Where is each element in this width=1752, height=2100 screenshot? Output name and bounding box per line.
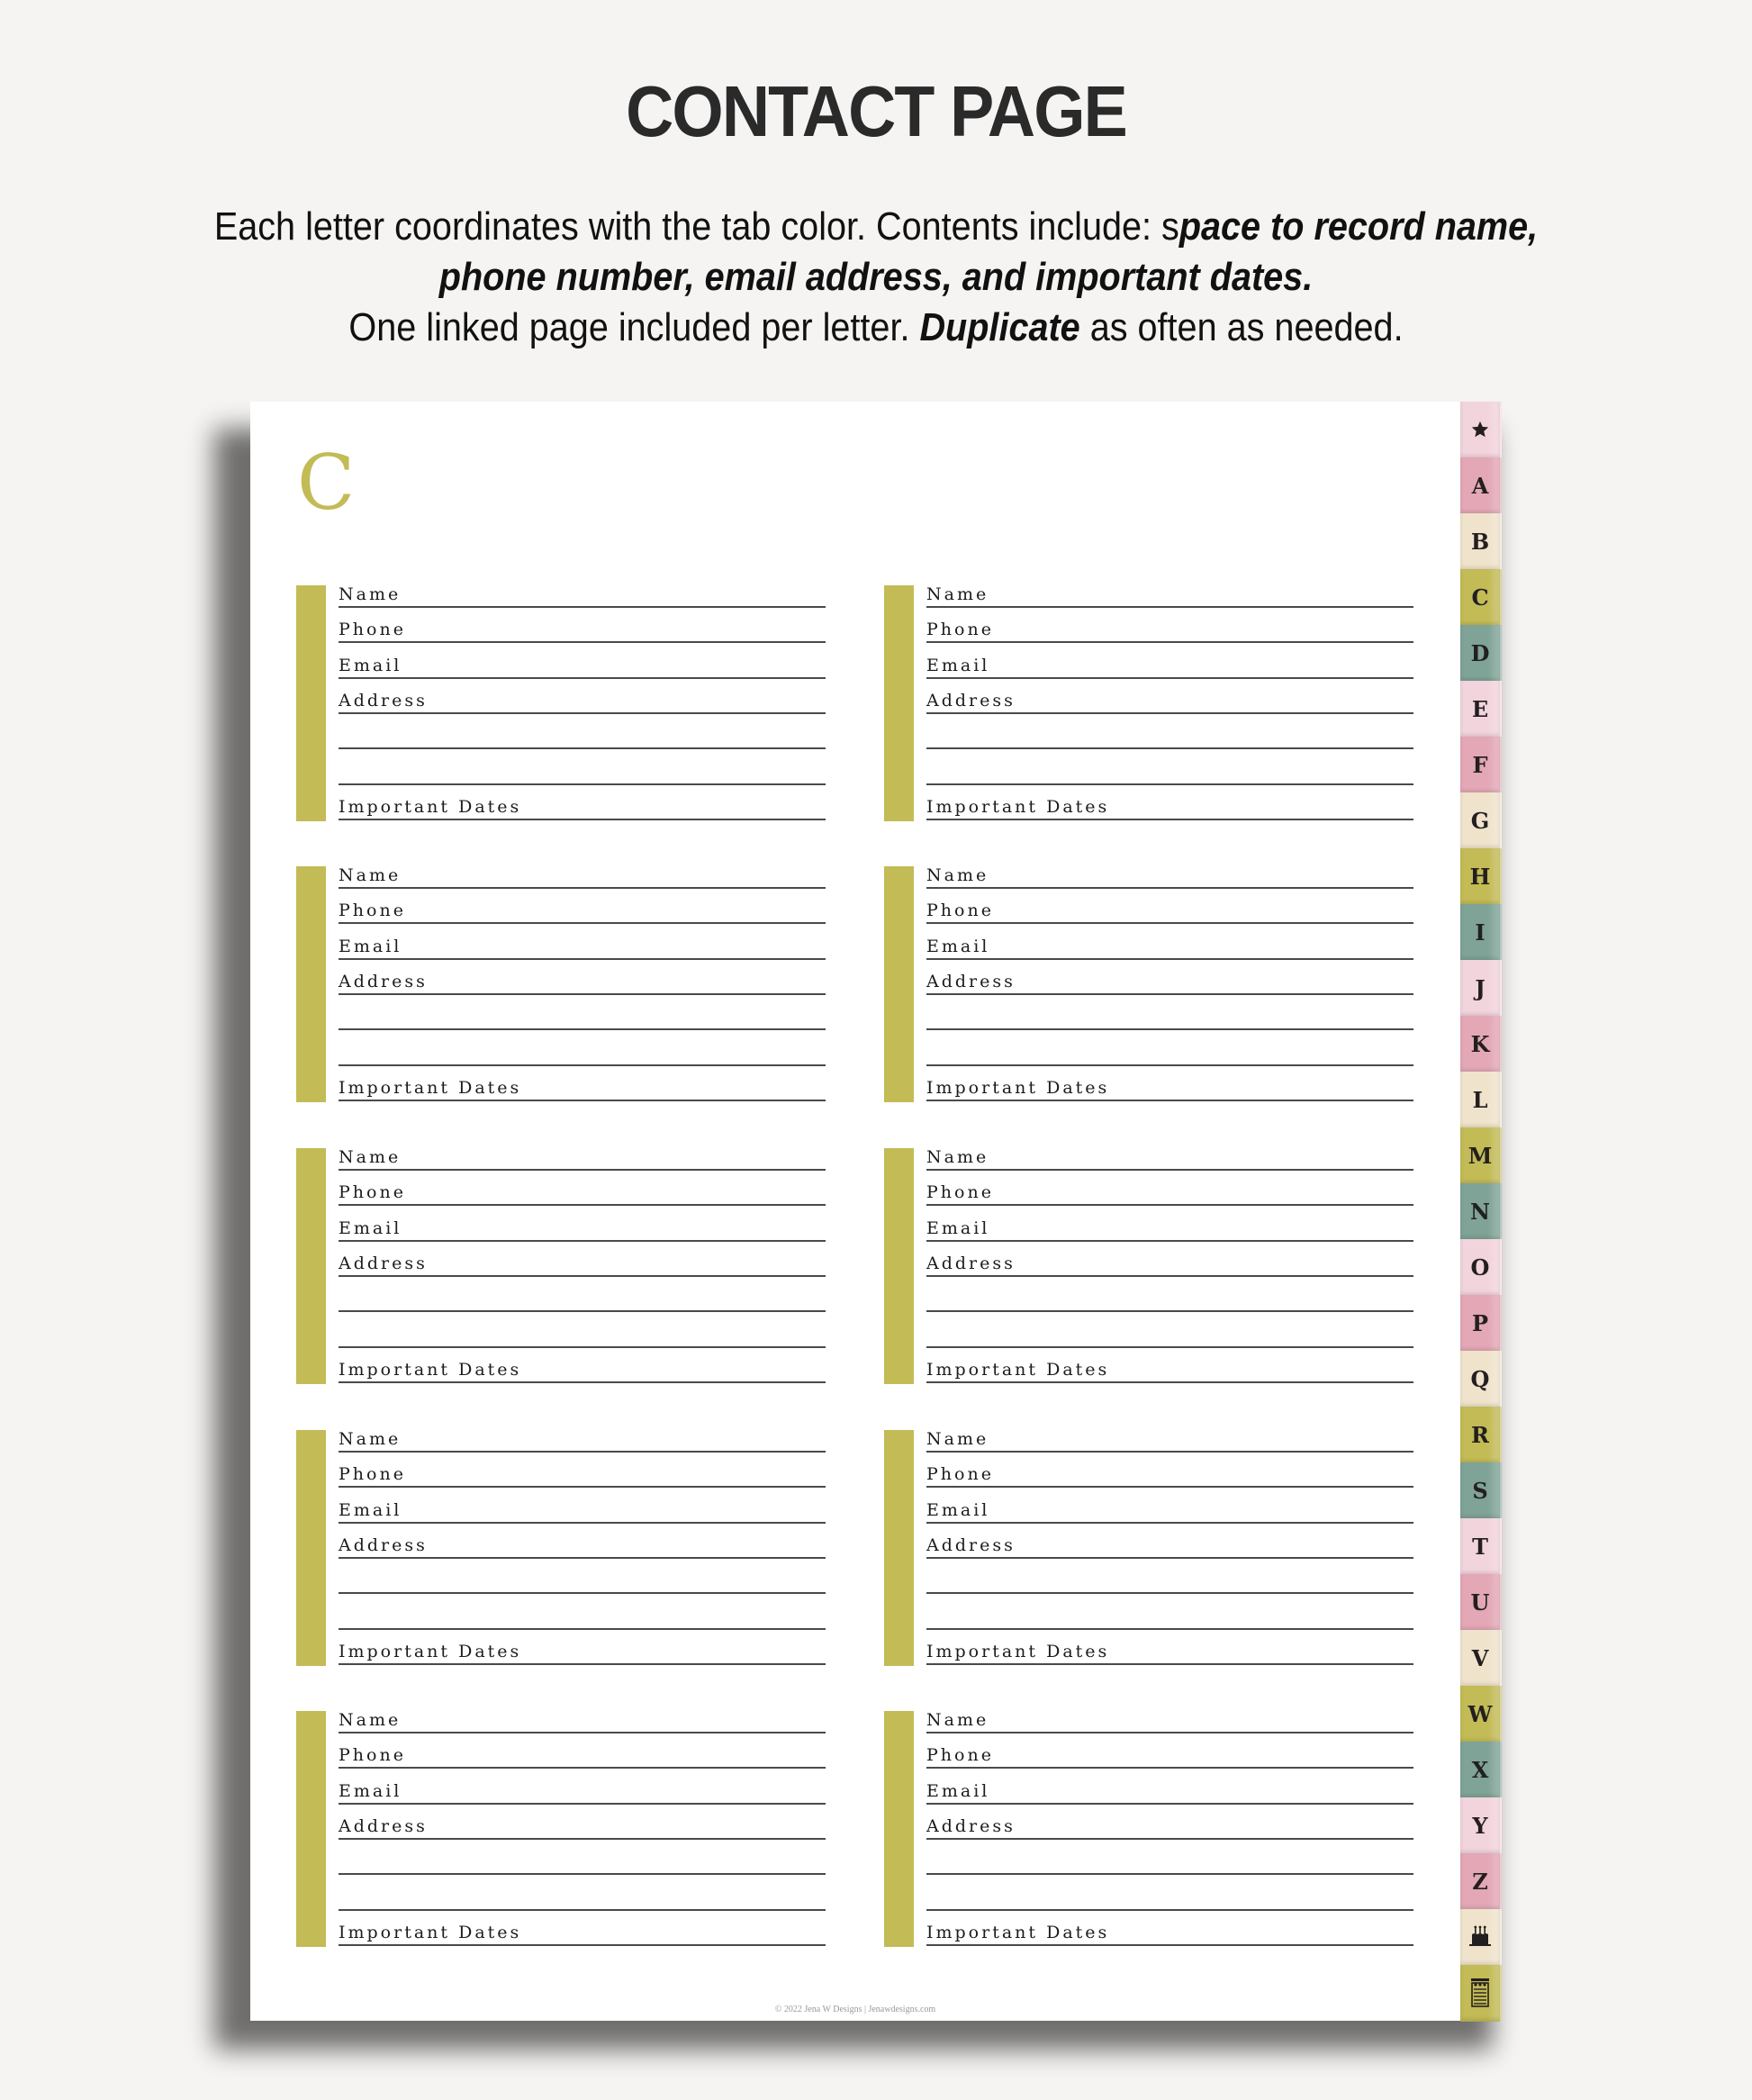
field-label: Important Dates	[926, 796, 1110, 817]
field-phone[interactable]	[926, 1453, 1413, 1488]
tab-label: U	[1470, 1589, 1490, 1616]
field-important-dates[interactable]	[339, 785, 826, 820]
section-letter: C	[297, 439, 356, 527]
field-label: Name	[926, 1429, 989, 1449]
tab-y[interactable]	[1460, 1797, 1502, 1854]
field-label: Important Dates	[339, 1922, 522, 1942]
field-blank1[interactable]	[926, 1559, 1413, 1594]
tab-w[interactable]	[1460, 1686, 1502, 1742]
field-label: Email	[926, 1217, 990, 1238]
description-emphasis: pace to record name,	[1179, 204, 1539, 249]
star-icon	[1470, 420, 1490, 439]
tab-t[interactable]	[1460, 1518, 1502, 1575]
tab-label: H	[1469, 863, 1491, 890]
field-blank2[interactable]	[926, 1876, 1413, 1911]
card-accent-bar	[884, 1430, 914, 1666]
field-address[interactable]	[926, 1524, 1413, 1559]
field-address[interactable]	[926, 960, 1413, 995]
field-label: Name	[339, 865, 402, 885]
tab-notepad[interactable]	[1460, 1965, 1502, 2022]
field-name[interactable]	[926, 1136, 1413, 1171]
field-label: Important Dates	[926, 1359, 1110, 1380]
field-phone[interactable]	[926, 1733, 1413, 1769]
field-name[interactable]	[339, 573, 826, 608]
field-phone[interactable]	[339, 1453, 826, 1488]
contact-card	[884, 866, 1415, 1102]
contact-card	[296, 1430, 827, 1666]
field-address[interactable]	[339, 1524, 826, 1559]
field-label: Important Dates	[926, 1922, 1110, 1942]
field-blank2[interactable]	[926, 1031, 1413, 1066]
field-important-dates[interactable]	[339, 1630, 826, 1665]
tab-label: S	[1472, 1477, 1488, 1504]
field-label: Email	[339, 1780, 402, 1801]
field-important-dates[interactable]	[926, 1911, 1413, 1946]
field-label: Important Dates	[339, 796, 522, 817]
field-blank1[interactable]	[926, 995, 1413, 1030]
tab-label: B	[1470, 528, 1490, 555]
contact-card	[296, 1711, 827, 1947]
field-label: Important Dates	[339, 1641, 522, 1661]
tab-q[interactable]	[1460, 1351, 1502, 1408]
field-email[interactable]	[339, 1770, 826, 1805]
tab-label: W	[1468, 1700, 1493, 1727]
field-blank1[interactable]	[339, 1840, 826, 1875]
contact-card	[296, 585, 827, 821]
tab-o[interactable]	[1460, 1239, 1502, 1296]
field-important-dates[interactable]	[339, 1066, 826, 1101]
field-blank2[interactable]	[926, 1595, 1413, 1630]
field-blank1[interactable]	[926, 714, 1413, 749]
field-address[interactable]	[339, 960, 826, 995]
tab-b[interactable]	[1460, 513, 1502, 570]
description-emphasis: Duplicate	[919, 305, 1080, 349]
field-blank1[interactable]	[339, 1277, 826, 1312]
tab-j[interactable]	[1460, 960, 1502, 1017]
birthday-cake-icon	[1468, 1925, 1493, 1949]
field-label: Email	[926, 1780, 990, 1801]
field-email[interactable]	[926, 1489, 1413, 1524]
field-blank1[interactable]	[926, 1840, 1413, 1875]
field-label: Phone	[339, 620, 406, 640]
tab-label: N	[1470, 1198, 1490, 1225]
field-label: Phone	[339, 1745, 406, 1766]
card-accent-bar	[884, 585, 914, 821]
field-address[interactable]	[926, 679, 1413, 714]
field-important-dates[interactable]	[339, 1911, 826, 1946]
tab-label: X	[1471, 1756, 1489, 1783]
field-label: Email	[926, 655, 990, 675]
field-label: Important Dates	[339, 1077, 522, 1098]
field-address[interactable]	[926, 1805, 1413, 1840]
tab-z[interactable]	[1460, 1853, 1502, 1910]
tab-r[interactable]	[1460, 1407, 1502, 1463]
description-text: Each letter coordinates with the tab color. Contents include: s	[213, 204, 1179, 249]
tab-x[interactable]	[1460, 1742, 1502, 1798]
field-label: Important Dates	[926, 1641, 1110, 1661]
field-label: Email	[926, 936, 990, 956]
field-important-dates[interactable]	[926, 1348, 1413, 1383]
field-label: Name	[339, 1710, 402, 1730]
field-label: Phone	[339, 901, 406, 921]
field-label: Name	[926, 1147, 989, 1167]
alphabet-tab-strip	[1460, 402, 1502, 2021]
tab-label: D	[1470, 639, 1490, 666]
field-label: Name	[926, 584, 989, 604]
tab-p[interactable]	[1460, 1295, 1502, 1352]
tab-m[interactable]	[1460, 1127, 1502, 1184]
field-blank2[interactable]	[926, 750, 1413, 785]
tab-i[interactable]	[1460, 904, 1502, 961]
field-label: Name	[339, 1429, 402, 1449]
field-phone[interactable]	[339, 1171, 826, 1206]
tab-label: E	[1471, 695, 1489, 722]
field-label: Address	[926, 1815, 1016, 1836]
field-important-dates[interactable]	[926, 1630, 1413, 1665]
contact-card	[884, 585, 1415, 821]
field-blank1[interactable]	[339, 995, 826, 1030]
contact-card	[884, 1148, 1415, 1384]
field-phone[interactable]	[339, 889, 826, 924]
field-label: Phone	[339, 1464, 406, 1485]
card-accent-bar	[296, 866, 326, 1102]
field-email[interactable]	[926, 1207, 1413, 1242]
contact-card	[296, 1148, 827, 1384]
field-label: Important Dates	[339, 1359, 522, 1380]
field-label: Important Dates	[926, 1077, 1110, 1098]
tab-h[interactable]	[1460, 848, 1502, 905]
field-label: Email	[339, 1217, 402, 1238]
tab-e[interactable]	[1460, 681, 1502, 738]
field-blank2[interactable]	[339, 1876, 826, 1911]
field-name[interactable]	[339, 1417, 826, 1453]
description-text: One linked page included per letter.	[348, 305, 920, 349]
tab-label: F	[1472, 751, 1488, 778]
field-label: Phone	[926, 620, 994, 640]
tab-a[interactable]	[1460, 457, 1502, 514]
field-name[interactable]	[926, 1698, 1413, 1733]
field-phone[interactable]	[926, 1171, 1413, 1206]
field-blank2[interactable]	[339, 750, 826, 785]
tab-label: T	[1472, 1533, 1488, 1560]
tab-label: Y	[1472, 1812, 1488, 1839]
field-name[interactable]	[339, 854, 826, 889]
tab-label: P	[1471, 1309, 1489, 1336]
field-blank2[interactable]	[339, 1595, 826, 1630]
card-accent-bar	[296, 1430, 326, 1666]
card-accent-bar	[884, 866, 914, 1102]
field-email[interactable]	[339, 644, 826, 679]
tab-s[interactable]	[1460, 1462, 1502, 1519]
card-accent-bar	[296, 585, 326, 821]
field-label: Phone	[926, 901, 994, 921]
field-label: Address	[339, 971, 428, 991]
field-phone[interactable]	[926, 889, 1413, 924]
contact-card	[884, 1711, 1415, 1947]
tab-label: O	[1470, 1254, 1490, 1281]
page-title: CONTACT PAGE	[626, 71, 1126, 151]
field-label: Address	[339, 690, 428, 711]
footer-copyright: © 2022 Jena W Designs | Jenawdesigns.com	[774, 2005, 936, 2014]
field-name[interactable]	[926, 573, 1413, 608]
field-address[interactable]	[339, 679, 826, 714]
contact-card	[296, 866, 827, 1102]
description-text: as often as needed.	[1079, 305, 1404, 349]
tab-d[interactable]	[1460, 625, 1502, 682]
tab-label: Z	[1472, 1868, 1488, 1895]
field-label: Address	[926, 690, 1016, 711]
tab-c[interactable]	[1460, 569, 1502, 626]
field-email[interactable]	[339, 1207, 826, 1242]
tab-k[interactable]	[1460, 1016, 1502, 1073]
field-blank2[interactable]	[926, 1313, 1413, 1348]
field-email[interactable]	[339, 925, 826, 960]
field-important-dates[interactable]	[926, 1066, 1413, 1101]
card-accent-bar	[296, 1711, 326, 1947]
field-label: Address	[926, 1534, 1016, 1555]
tab-v[interactable]	[1460, 1630, 1502, 1687]
tab-star[interactable]	[1460, 402, 1502, 458]
tab-f[interactable]	[1460, 737, 1502, 793]
card-accent-bar	[296, 1148, 326, 1384]
contact-page	[250, 402, 1460, 2021]
field-label: Phone	[926, 1745, 994, 1766]
field-blank1[interactable]	[339, 714, 826, 749]
field-email[interactable]	[926, 925, 1413, 960]
field-label: Email	[926, 1499, 990, 1520]
field-blank1[interactable]	[926, 1277, 1413, 1312]
tab-label: A	[1471, 472, 1489, 499]
contact-card	[884, 1430, 1415, 1666]
tab-l[interactable]	[1460, 1072, 1502, 1128]
field-label: Name	[926, 865, 989, 885]
description-line-1	[87, 202, 1664, 252]
field-name[interactable]	[339, 1136, 826, 1171]
field-blank1[interactable]	[339, 1559, 826, 1594]
tab-label: K	[1470, 1030, 1490, 1057]
field-address[interactable]	[339, 1242, 826, 1277]
tab-label: G	[1470, 807, 1490, 834]
description-line-3	[87, 303, 1664, 353]
tab-n[interactable]	[1460, 1183, 1502, 1240]
field-label: Address	[926, 971, 1016, 991]
tab-label: M	[1468, 1142, 1493, 1169]
field-label: Name	[339, 584, 402, 604]
field-address[interactable]	[339, 1805, 826, 1840]
tab-label: V	[1471, 1644, 1489, 1671]
field-email[interactable]	[339, 1489, 826, 1524]
card-accent-bar	[884, 1711, 914, 1947]
field-phone[interactable]	[926, 608, 1413, 643]
field-blank2[interactable]	[339, 1313, 826, 1348]
field-label: Phone	[926, 1464, 994, 1485]
field-label: Name	[339, 1147, 402, 1167]
field-email[interactable]	[926, 644, 1413, 679]
field-label: Address	[339, 1253, 428, 1273]
field-phone[interactable]	[339, 1733, 826, 1769]
tab-g[interactable]	[1460, 792, 1502, 849]
field-address[interactable]	[926, 1242, 1413, 1277]
field-label: Address	[339, 1534, 428, 1555]
field-label: Address	[926, 1253, 1016, 1273]
tab-label: J	[1475, 974, 1486, 1001]
field-label: Email	[339, 1499, 402, 1520]
tab-label: R	[1471, 1421, 1489, 1448]
description-emphasis: phone number, email address, and important dates.	[438, 255, 1314, 299]
tab-label: Q	[1470, 1365, 1490, 1392]
tab-label: I	[1475, 919, 1486, 946]
description-line-2	[87, 252, 1664, 303]
tab-birthday-cake[interactable]	[1460, 1909, 1502, 1966]
field-blank2[interactable]	[339, 1031, 826, 1066]
field-name[interactable]	[339, 1698, 826, 1733]
field-label: Email	[339, 655, 402, 675]
field-email[interactable]	[926, 1770, 1413, 1805]
notepad-icon	[1469, 1978, 1491, 2008]
field-label: Email	[339, 936, 402, 956]
field-label: Name	[926, 1710, 989, 1730]
tab-label: L	[1472, 1086, 1488, 1113]
tab-u[interactable]	[1460, 1574, 1502, 1631]
field-phone[interactable]	[339, 608, 826, 643]
field-important-dates[interactable]	[926, 785, 1413, 820]
field-name[interactable]	[926, 1417, 1413, 1453]
tab-label: C	[1471, 584, 1489, 611]
field-label: Phone	[339, 1182, 406, 1203]
field-label: Address	[339, 1815, 428, 1836]
field-name[interactable]	[926, 854, 1413, 889]
field-important-dates[interactable]	[339, 1348, 826, 1383]
card-accent-bar	[884, 1148, 914, 1384]
field-label: Phone	[926, 1182, 994, 1203]
